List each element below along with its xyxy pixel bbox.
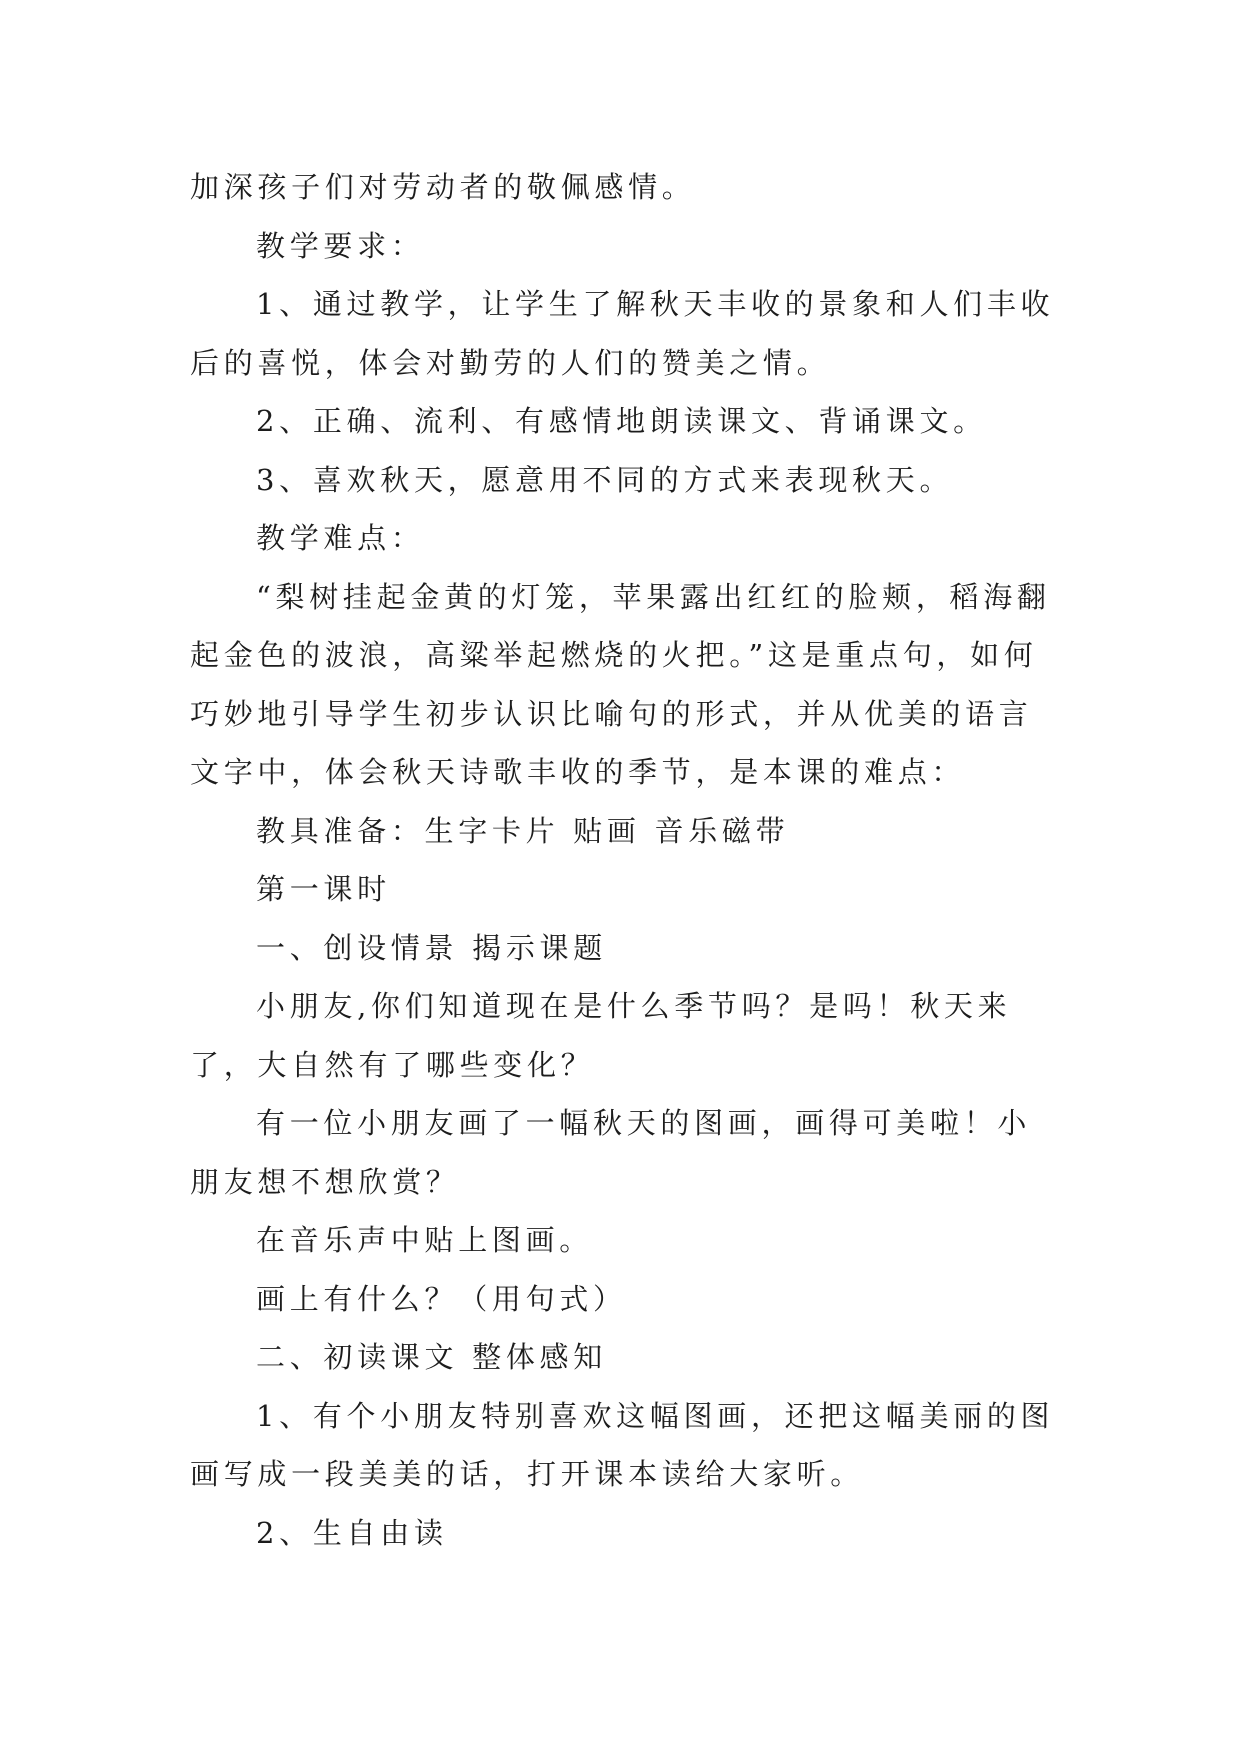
paragraph: 小朋友,你们知道现在是什么季节吗？是吗！秋天来了，大自然有了哪些变化？ (190, 989, 1012, 1082)
section-heading-teaching-requirements: 教学要求： (256, 228, 425, 263)
paragraph: 画上有什么？（用句式） (256, 1281, 627, 1316)
section-heading-teaching-difficulties: 教学难点： (256, 521, 425, 555)
section-heading: 一、创设情景 揭示课题 (256, 930, 607, 965)
paragraph: 1、通过教学，让学生了解秋天丰收的景象和人们丰收后的喜悦，体会对勤劳的人们的赞美之情。 (190, 287, 1055, 380)
paragraph: 1、有个小朋友特别喜欢这幅图画，还把这幅美丽的图画写成一段美美的话，打开课本读给大家听。 (190, 1398, 1055, 1491)
section-heading-first-lesson: 第一课时 (256, 872, 391, 906)
paragraph: 3、喜欢秋天，愿意用不同的方式来表现秋天。 (256, 462, 954, 497)
section-heading: 二、初读课文 整体感知 (256, 1340, 607, 1374)
paragraph-teaching-aids: 教具准备：生字卡片 贴画 音乐磁带 (256, 813, 790, 848)
document-body (190, 158, 1060, 1562)
paragraph: 在音乐声中贴上图画。 (256, 1223, 594, 1257)
paragraph: “梨树挂起金黄的灯笼，苹果露出红红的脸颊，稻海翻起金色的波浪，高粱举起燃烧的火把。”这是重点句，如何巧妙地引导学生初步认识比喻句的形式，并从优美的语言文字中，体会秋天诗歌丰收的季节，是本课的难点： (190, 579, 1051, 789)
paragraph: 2、正确、流利、有感情地朗读课文、背诵课文。 (256, 404, 987, 438)
paragraph: 有一位小朋友画了一幅秋天的图画，画得可美啦！小朋友想不想欣赏？ (190, 1106, 1032, 1199)
paragraph: 加深孩子们对劳动者的敬佩感情。 (190, 170, 696, 204)
paragraph: 2、生自由读 (256, 1515, 448, 1550)
